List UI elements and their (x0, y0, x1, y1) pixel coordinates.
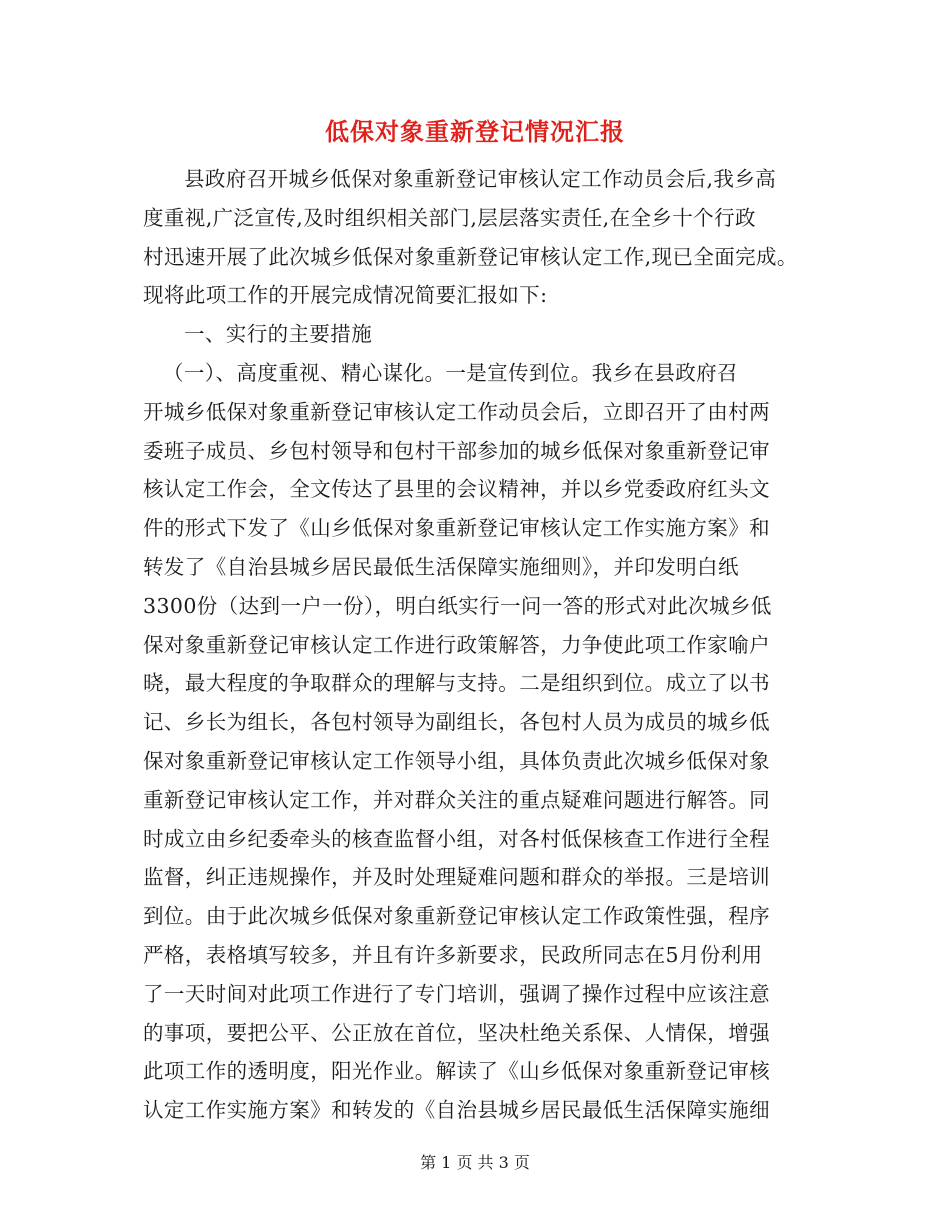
body-line: 记、乡长为组长，各包村领导为副组长，各包村人员为成员的城乡低 (143, 710, 770, 735)
body-line: 保对象重新登记审核认定工作领导小组，具体负责此次城乡低保对象 (143, 748, 770, 773)
body-line: 时成立由乡纪委牵头的核查监督小组，对各村低保核查工作进行全程 (143, 826, 770, 851)
page-number-footer: 第 1 页 共 3 页 (420, 1153, 530, 1172)
body-line: 转发了《自治县城乡居民最低生活保障实施细则》，并印发明白纸 (143, 554, 739, 579)
body-line: 委班子成员、乡包村领导和包村干部参加的城乡低保对象重新登记审 (143, 438, 770, 463)
body-line: 重新登记审核认定工作，并对群众关注的重点疑难问题进行解答。同 (143, 787, 770, 812)
body-line: 到位。由于此次城乡低保对象重新登记审核认定工作政策性强，程序 (143, 904, 770, 929)
body-line: 保对象重新登记审核认定工作进行政策解答，力争使此项工作家喻户 (143, 632, 770, 657)
body-line: 村迅速开展了此次城乡低保对象重新登记审核认定工作,现已全面完成。 (143, 244, 798, 269)
body-line: 度重视,广泛宣传,及时组织相关部门,层层落实责任,在全乡十个行政 (143, 205, 756, 230)
body-line: 认定工作实施方案》和转发的《自治县城乡居民最低生活保障实施细 (143, 1098, 770, 1123)
document-body (143, 160, 823, 1130)
body-line: 3300份（达到一户一份），明白纸实行一问一答的形式对此次城乡低 (143, 593, 772, 618)
body-line: 件的形式下发了《山乡低保对象重新登记审核认定工作实施方案》和 (143, 516, 770, 541)
body-line: 核认定工作会，全文传达了县里的会议精神，并以乡党委政府红头文 (143, 477, 770, 502)
section-heading: 一、实行的主要措施 (184, 322, 373, 347)
body-line: 的事项，要把公平、公正放在首位，坚决杜绝关系保、人情保，增强 (143, 1020, 770, 1045)
body-line: 晓，最大程度的争取群众的理解与支持。二是组织到位。成立了以书 (143, 671, 770, 696)
body-line: 开城乡低保对象重新登记审核认定工作动员会后，立即召开了由村两 (143, 399, 770, 424)
body-line: 此项工作的透明度，阳光作业。解读了《山乡低保对象重新登记审核 (143, 1059, 770, 1084)
body-line: 县政府召开城乡低保对象重新登记审核认定工作动员会后,我乡高 (184, 167, 777, 191)
body-line: 严格，表格填写较多，并且有许多新要求，民政所同志在5月份利用 (143, 942, 763, 967)
body-line: 现将此项工作的开展完成情况简要汇报如下: (143, 283, 548, 308)
body-line: 了一天时间对此项工作进行了专门培训，强调了操作过程中应该注意 (143, 981, 770, 1006)
body-line: （一）、高度重视、精心谋化。一是宣传到位。我乡在县政府召 (163, 360, 738, 385)
document-title: 低保对象重新登记情况汇报 (325, 117, 625, 146)
body-line: 监督，纠正违规操作，并及时处理疑难问题和群众的举报。三是培训 (143, 865, 770, 890)
